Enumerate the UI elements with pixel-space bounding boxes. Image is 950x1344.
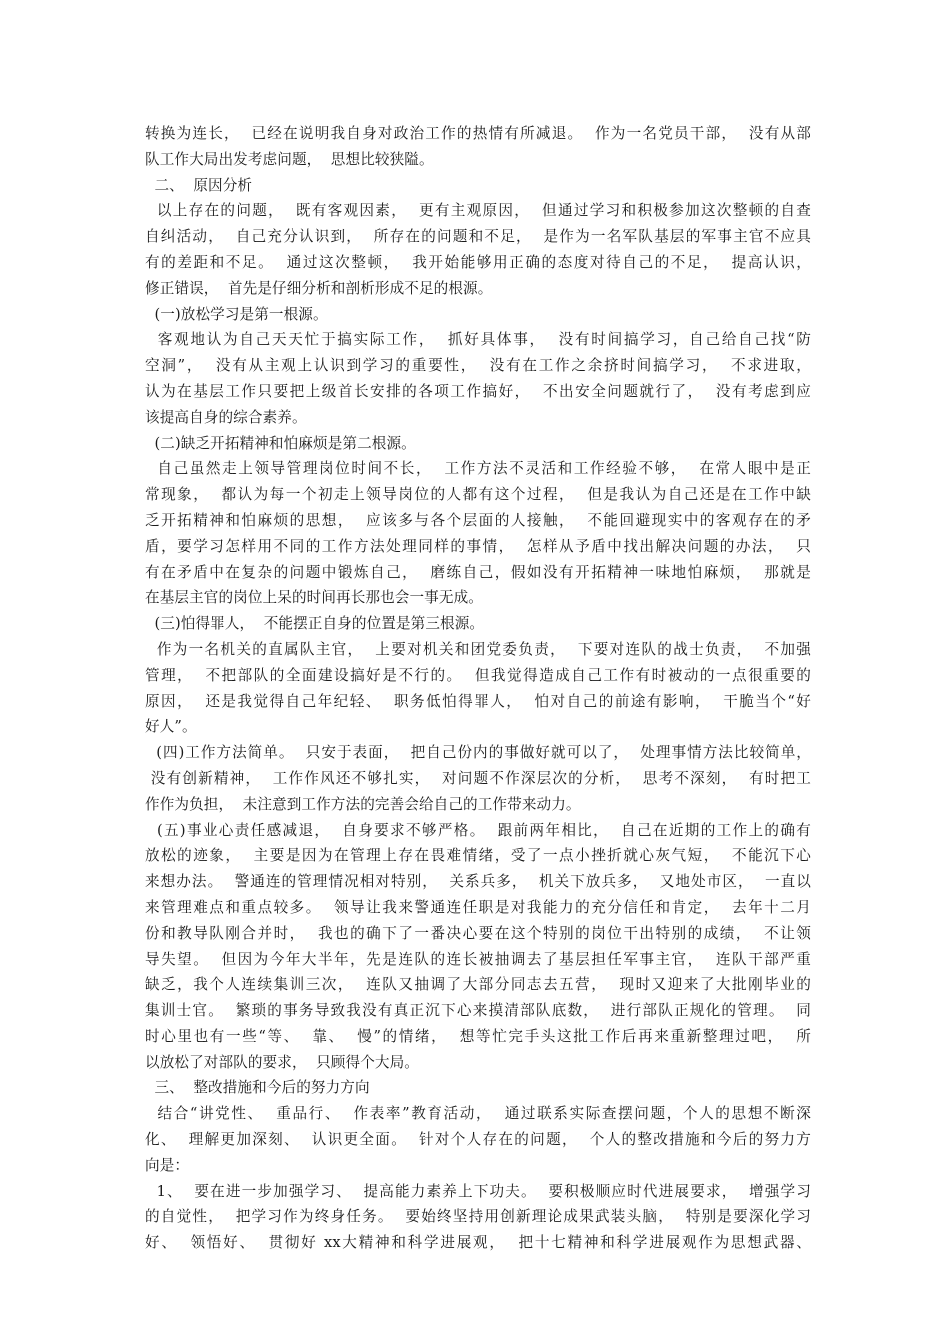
text-line-14: 自己虽然走上领导管理岗位时间不长， 工作方法不灵活和工作经验不够， 在常人眼中是正: [145, 460, 811, 478]
text-line-4: 以上存在的问题， 既有客观因素， 更有主观原因， 但通过学习和积极参加这次整顿的自查: [145, 202, 811, 220]
text-line-26: 没有创新精神， 工作作风还不够扎实， 对问题不作深层次的分析， 思考不深刻， 有时把工: [145, 769, 811, 787]
text-line-40: 化、 理解更加深刻、 认识更全面。 针对个人存在的问题， 个人的整改措施和今后的努力方: [145, 1131, 811, 1149]
text-line-24: 好人”。: [145, 718, 197, 736]
text-line-29: 放松的迹象， 主要是因为在管理上存在畏难情绪，受了一点小挫折就心灰气短， 不能沉下心: [145, 847, 811, 865]
section-heading-measures: 三、 整改措施和今后的努力方向: [145, 1079, 370, 1097]
text-line-11: 认为在基层工作只要把上级首长安排的各项工作搞好， 不出安全问题就行了， 没有考虑到应: [145, 382, 811, 400]
text-line-35: 集训士官。 繁琐的事务导致我没有真正沉下心来摸清部队底数， 进行部队正规化的管理。 同: [145, 1002, 811, 1020]
text-line-10: 空洞”， 没有从主观上认识到学习的重要性， 没有在工作之余挤时间搞学习， 不求进取，: [145, 357, 811, 375]
text-line-36: 时心里也有一些“等、 靠、 慢”的情绪， 想等忙完手头这批工作后再来重新整理过吧， 所: [145, 1027, 811, 1045]
text-line-30: 来想办法。 警通连的管理情况相对特别， 关系兵多， 机关下放兵多， 又地处市区， 一直以: [145, 873, 811, 891]
text-line-17: 盾，要学习怎样用不同的工作方法处理同样的事情， 怎样从予盾中找出解决问题的办法， 只: [145, 537, 811, 555]
text-line-27: 作作为负担， 未注意到工作方法的完善会给自己的工作带来动力。: [145, 795, 581, 813]
text-line-16: 乏开拓精神和怕麻烦的思想， 应该多与各个层面的人接触， 不能回避现实中的客观存在的矛: [145, 511, 811, 529]
subheading-3: (三)怕得罪人， 不能摆正自身的位置是第三根源。: [145, 615, 485, 633]
section-heading-reasons: 二、 原因分析: [145, 176, 253, 194]
text-line-43: 的自觉性， 把学习作为终身任务。 要始终坚持用创新理论成果武装头脑， 特别是要深化学习: [145, 1208, 811, 1226]
text-line-23: 原因， 还是我觉得自己年纪轻、 职务低怕得罪人， 怕对自己的前途有影响， 干脆当个“好: [145, 692, 811, 710]
text-line-37: 以放松了对部队的要求， 只顾得个大局。: [145, 1053, 419, 1071]
text-line-34: 缺乏，我个人连续集训三次， 连队又抽调了大部分同志去五营， 现时又迎来了大批刚毕业的: [145, 976, 811, 994]
text-line-41: 向是：: [145, 1156, 190, 1174]
text-line-2: 队工作大局出发考虑问题， 思想比较狭隘。: [145, 150, 434, 168]
document-body: [145, 121, 811, 1256]
text-line-33: 导失望。 但因为今年大半年，先是连队的连长被抽调去了基层担任军事主官， 连队干部严重: [145, 950, 811, 968]
text-line-7: 修正错误， 首先是仔细分析和剖析形成不足的根源。: [145, 279, 493, 297]
text-line-31: 来管理难点和重点较多。 领导让我来警通连任职是对我能力的充分信任和肯定， 去年十二月: [145, 898, 811, 916]
list-item-1: 1、 要在进一步加强学习、 提高能力素养上下功夫。 要积极顺应时代进展要求， 增强学习: [145, 1182, 811, 1200]
subheading-5: (五)事业心责任感减退， 自身要求不够严格。 跟前两年相比， 自己在近期的工作上的确有: [145, 821, 811, 839]
text-line-12: 该提高自身的综合素养。: [145, 408, 307, 426]
text-line-32: 份和教导队刚合并时， 我也的确下了一番决心要在这个特别的岗位干出特别的成绩， 不让领: [145, 924, 811, 942]
text-line-39: 结合“讲党性、 重品行、 作表率”教育活动， 通过联系实际查摆问题，个人的思想不断深: [145, 1105, 811, 1123]
text-line-9: 客观地认为自己天天忙于搞实际工作， 抓好具体事， 没有时间搞学习，自己给自己找“防: [145, 331, 811, 349]
text-line-18: 有在矛盾中在复杂的问题中锻炼自己， 磨练自己，假如没有开拓精神一味地怕麻烦， 那就是: [145, 563, 811, 581]
text-line-15: 常现象， 都认为每一个初走上领导岗位的人都有这个过程， 但是我认为自己还是在工作中缺: [145, 486, 811, 504]
text-line-44: 好、 领悟好、 贯彻好 xx大精神和科学进展观， 把十七精神和科学进展观作为思想武器、: [145, 1234, 811, 1252]
subheading-1: (一)放松学习是第一根源。: [145, 305, 328, 323]
subheading-4: (四)工作方法简单。 只安于表面， 把自己份内的事做好就可以了， 处理事情方法比较简单，: [145, 744, 811, 762]
text-line-19: 在基层主官的岗位上呆的时间再长那也会一事无成。: [145, 589, 483, 607]
text-line-22: 管理， 不把部队的全面建设搞好是不行的。 但我觉得造成自己工作有时被动的一点很重要的: [145, 666, 811, 684]
text-line-5: 自纠活动， 自己充分认识到， 所存在的问题和不足， 是作为一名军队基层的军事主官不应具: [145, 228, 811, 246]
text-line-1: 转换为连长， 已经在说明我自身对政治工作的热情有所减退。 作为一名党员干部， 没有从部: [145, 125, 811, 142]
text-line-21: 作为一名机关的直属队主官， 上要对机关和团党委负责， 下要对连队的战士负责， 不加强: [145, 640, 811, 658]
text-line-6: 有的差距和不足。 通过这次整顿， 我开始能够用正确的态度对待自己的不足， 提高认识，: [145, 253, 811, 271]
subheading-2: (二)缺乏开拓精神和怕麻烦是第二根源。: [145, 434, 416, 452]
